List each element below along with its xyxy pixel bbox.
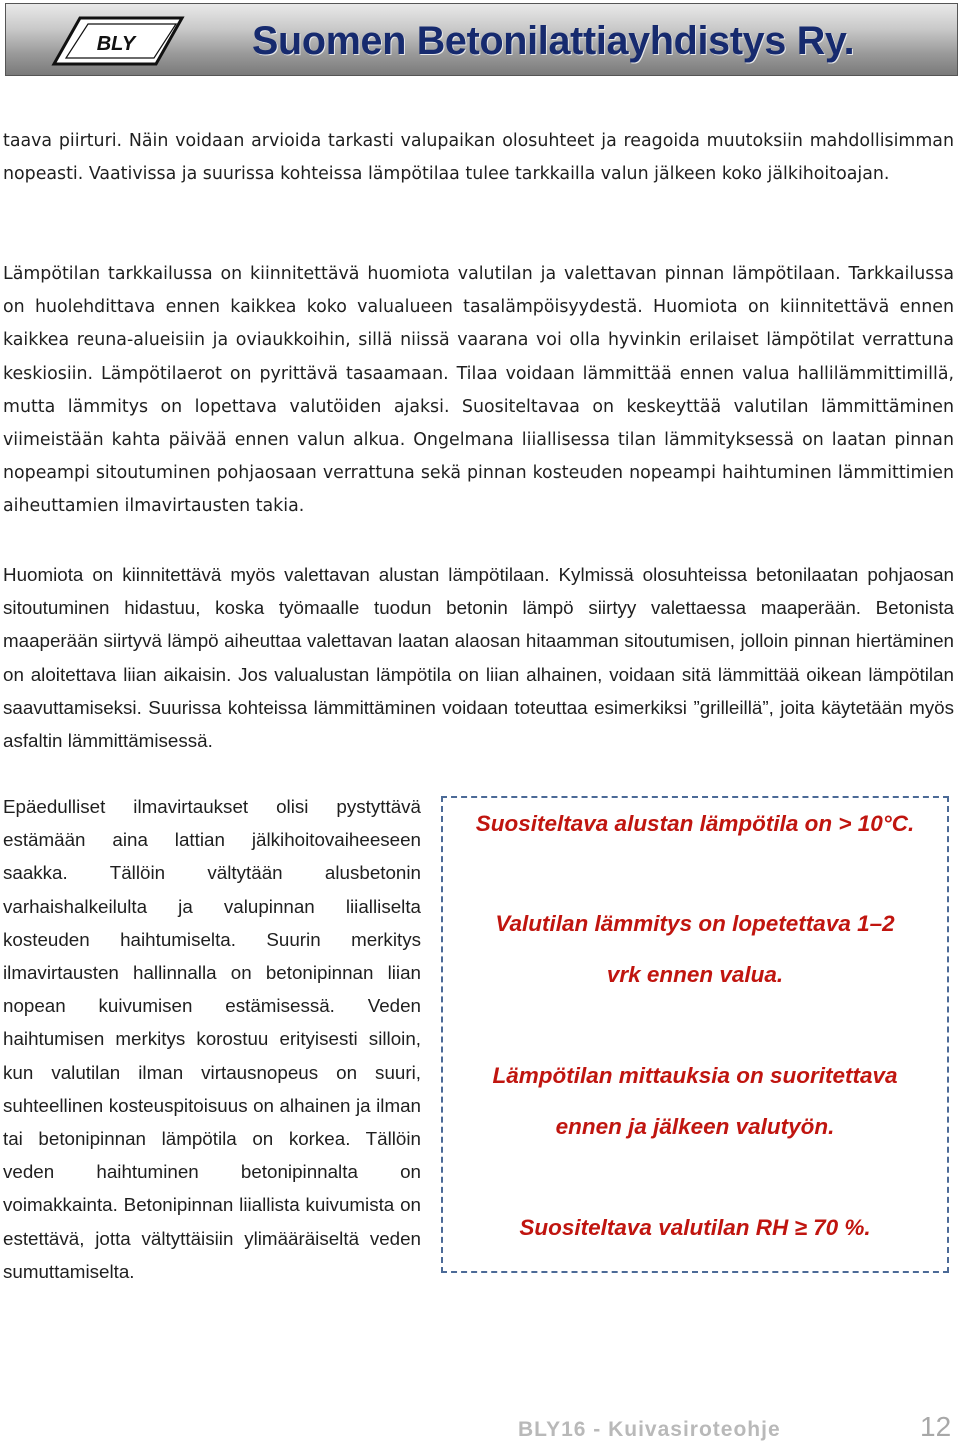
paragraph-temperature-monitoring: Lämpötilan tarkkailussa on kiinnitettävä huomiota valutilan ja valettavan pinnan lämpötilaan. Tarkkailussa on huolehdittava ennen kaikkea koko valualueen tasalämpöisyydestä. Huomiota on kiinnitettävä ennen kaikkea reuna-alueisiin ja oviaukkoihin, sillä niissä vaarana voi olla hyvinkin erilaiset lämpötilat verrattuna keskiosiin. Lämpötilaerot on pyrittävä tasaamaan. Tilaa voidaan lämmittää ennen valua hallilämmittimillä, mutta lämmitys on lopettava valutöiden ajaksi. Suositeltavaa on keskeyttää valutilan lämmittäminen viimeistään kahta päivää ennen valun alkua. Ongelmana liiallisessa tilan lämmityksessä on laatan pinnan nopeampi sitoutuminen pohjaosaan verrattuna sekä pinnan kosteuden nopeampi haihtuminen lämmittimien aiheuttamien ilmavirtausten takia. xyxy=(3,264,954,517)
recommendation-measurements: Lämpötilan mittauksia on suoritettava xyxy=(492,1063,898,1088)
recommendation-base-temperature: Suositeltava alustan lämpötila on > 10°C. xyxy=(475,811,915,836)
recommendations-box xyxy=(441,796,949,1273)
logo-text: BLY xyxy=(96,33,136,55)
paragraph-airflow: Epäedulliset ilmavirtaukset olisi pystyttävä estämään aina lattian jälkihoitovaiheeseen saakka. Tällöin vältytään alusbetonin varhaishalkeilulta ja valupinnan liialliselta kosteuden haihtumiselta. Suurin merkitys ilmavirtausten hallinnalla on betonipinnan liian nopean kuivumisen estämisessä. Veden haihtumisen merkitys korostuu erityisesti silloin, kun valutilan ilman virtausnopeus on suuri, suhteellinen kosteuspitoisuus on alhainen ja ilman tai betonipinnan lämpötila on korkea. Tällöin veden haihtuminen betonipinnalta on voimakkainta. Betonipinnan liiallista kuivumista on estettävä, jotta vältyttäisiin ylimääräiseltä veden sumuttamiselta. xyxy=(3,796,421,1282)
page-number: 12 xyxy=(920,1411,952,1442)
footer-document-title: BLY16 - Kuivasiroteohje xyxy=(518,1418,781,1441)
paragraph-base-temperature: Huomiota on kiinnitettävä myös valettavan alustan lämpötilaan. Kylmissä olosuhteissa betonilaatan pohjaosan sitoutuminen hidastuu, koska työmaalle tuodun betonin lämpö siirtyy valettaessa maaperään. Betonista maaperään siirtyvä lämpö aiheuttaa valettavan laatan alaosan hitaamman sitoutumisen, jolloin pinnan hiertäminen on aloitettava liian aikaisin. Jos valualustan lämpötila on liian alhainen, voidaan sitä lämmittää oikean lämpötilan saavuttamiseksi. Suurissa kohteissa lämmittäminen voidaan toteuttaa esimerkiksi ”grilleillä”, joita käytetään myös asfaltin lämmittämisessä. xyxy=(3,564,954,752)
header-banner xyxy=(5,3,958,76)
recommendation-measurements-cont: ennen ja jälkeen valutyön. xyxy=(555,1114,835,1139)
bly-logo xyxy=(50,12,186,70)
recommendation-heating-stop: Valutilan lämmitys on lopetettava 1–2 xyxy=(495,911,895,936)
paragraph-measurement: taava piirturi. Näin voidaan arvioida tarkasti valupaikan olosuhteet ja reagoida muutoksiin mahdollisimman nopeasti. Vaativissa ja suurissa kohteissa lämpötilaa tulee tarkkailla valun jälkeen koko jälkihoitoajan. xyxy=(3,131,954,185)
organization-title: Suomen Betonilattiayhdistys Ry. xyxy=(252,19,855,63)
recommendation-humidity: Suositeltava valutilan RH ≥ 70 %. xyxy=(519,1215,871,1240)
recommendation-heating-stop-cont: vrk ennen valua. xyxy=(606,962,784,987)
